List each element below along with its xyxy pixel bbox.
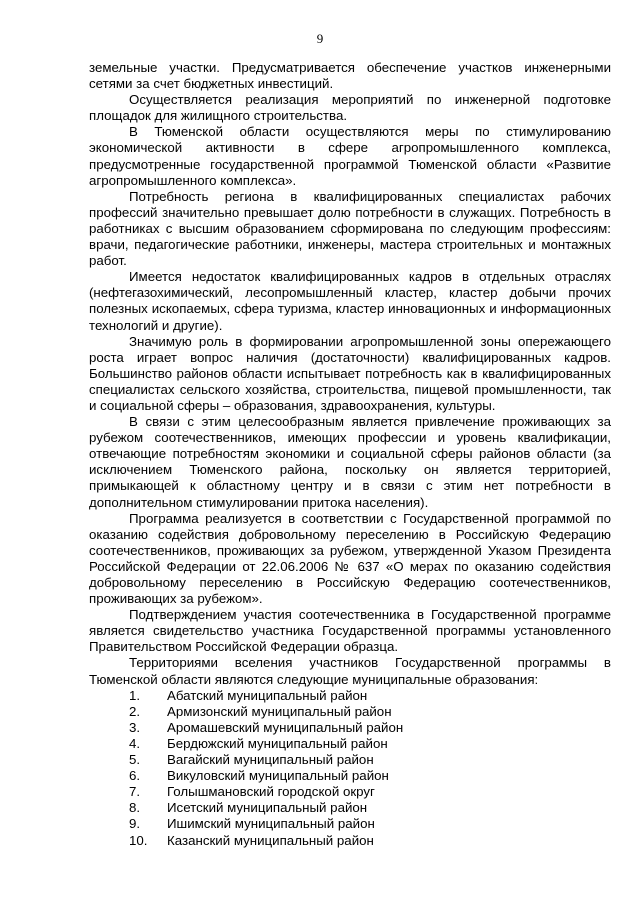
list-item-number: 9. bbox=[129, 816, 141, 832]
list-item-number: 10. bbox=[129, 832, 148, 848]
list-item-name: Казанский муниципальный район bbox=[167, 832, 374, 848]
list-item-name: Викуловский муниципальный район bbox=[167, 768, 389, 784]
list-item-number: 6. bbox=[129, 768, 141, 784]
list-item-number: 8. bbox=[129, 800, 141, 816]
paragraph-workforce-demand: Потребность региона в квалифицированных специалистах рабочих профессий значительно превышает долю потребности в служащих. Потребность в работниках с высшим образованием сформирована по следующим профессиям: врачи, педагогические работники, инженеры, мастера строительных и монтажных работ. bbox=[89, 188, 611, 269]
list-item-number: 1. bbox=[129, 687, 141, 703]
paragraph-settlement-territories: Территориями вселения участников Государственной программы в Тюменской области являются следующие муниципальные образования: bbox=[89, 655, 611, 687]
list-item bbox=[89, 800, 611, 816]
list-item bbox=[89, 816, 611, 832]
list-item bbox=[89, 736, 611, 752]
list-item bbox=[89, 720, 611, 736]
list-item-name: Ишимский муниципальный район bbox=[167, 816, 375, 832]
list-item bbox=[89, 833, 611, 849]
list-item bbox=[89, 784, 611, 800]
list-item bbox=[89, 768, 611, 784]
list-item-name: Вагайский муниципальный район bbox=[167, 752, 374, 768]
municipality-list bbox=[89, 688, 611, 849]
paragraph-agro-stimulation: В Тюменской области осуществляются меры по стимулированию экономической активности в сфере агропромышленного комплекса, предусмотренные государственной программой Тюменской области «Развитие агропромышленного комплекса». bbox=[89, 124, 611, 188]
paragraph-staff-shortage: Имеется недостаток квалифицированных кадров в отдельных отраслях (нефтегазохимический, лесопромышленный кластер, кластер добычи прочих полезных ископаемых, сфера туризма, кластер инновационных и информационных технологий и другие). bbox=[89, 269, 611, 333]
list-item-name: Армизонский муниципальный район bbox=[167, 703, 392, 719]
list-item-name: Абатский муниципальный район bbox=[167, 687, 368, 703]
list-item-number: 3. bbox=[129, 719, 141, 735]
list-item bbox=[89, 704, 611, 720]
page-number: 9 bbox=[316, 31, 324, 46]
paragraph-agro-zone-staffing: Значимую роль в формировании агропромышленной зоны опережающего роста играет вопрос наличия (достаточности) квалифицированных кадров. Большинство районов области испытывает потребность как в квалифицированных специалистах сельского хозяйства, строительства, пищевой промышленности, так и социальной сферы – образования, здравоохранения, культуры. bbox=[89, 333, 611, 413]
list-item-name: Голышмановский городской округ bbox=[167, 784, 375, 800]
list-item-number: 2. bbox=[129, 703, 141, 719]
paragraph-continuation: земельные участки. Предусматривается обеспечение участков инженерными сетями за счет бюджетных инвестиций. bbox=[89, 60, 611, 92]
list-item bbox=[89, 752, 611, 768]
document-body bbox=[89, 60, 611, 849]
paragraph-state-program-basis: Программа реализуется в соответствии с Государственной программой по оказанию содействия добровольному переселению в Российскую Федерацию соотечественников, проживающих за рубежом, утвержденной Указом Президента Российской Федерации от 22.06.2006 № 637 «О мерах по оказанию содействия добровольному переселению в Российскую Федерацию соотечественников, проживающих за рубежом». bbox=[89, 510, 611, 607]
list-item-number: 7. bbox=[129, 784, 141, 800]
list-item-name: Исетский муниципальный район bbox=[167, 800, 368, 816]
paragraph-attracting-compatriots: В связи с этим целесообразным является привлечение проживающих за рубежом соотечественников, имеющих профессии и уровень квалификации, отвечающие потребностям экономики и социальной сферы районов области (за исключением Тюменского района, поскольку он является территорией, примыкающей к областному центру и в связи с этим нет потребности в дополнительном стимулировании притока населения). bbox=[89, 414, 611, 510]
paragraph-engineering-preparation: Осуществляется реализация мероприятий по инженерной подготовке площадок для жилищного строительства. bbox=[89, 92, 611, 124]
list-item bbox=[89, 688, 611, 704]
list-item-number: 4. bbox=[129, 735, 141, 751]
paragraph-participant-certificate: Подтверждением участия соотечественника в Государственной программе является свидетельство участника Государственной программы установленного Правительством Российской Федерации образца. bbox=[89, 607, 611, 655]
list-item-name: Аромашевский муниципальный район bbox=[167, 719, 404, 735]
list-item-name: Бердюжский муниципальный район bbox=[167, 735, 388, 751]
list-item-number: 5. bbox=[129, 752, 141, 768]
